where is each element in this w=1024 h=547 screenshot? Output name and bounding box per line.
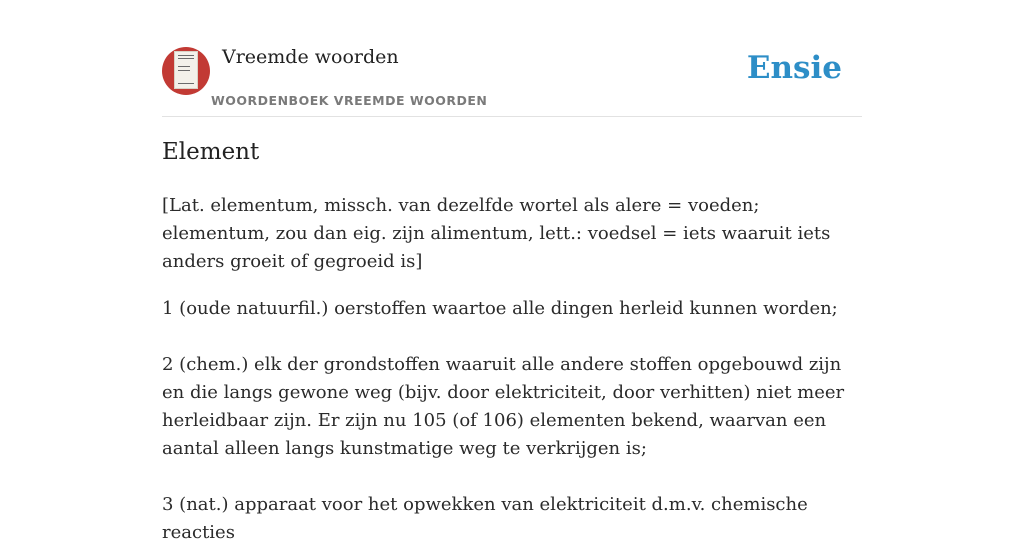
- page: [162, 0, 862, 543]
- dictionary-name-link[interactable]: Vreemde woorden: [222, 46, 399, 68]
- dictionary-subtitle: WOORDENBOEK VREEMDE WOORDEN: [211, 93, 488, 108]
- entry-title: Element: [162, 139, 260, 165]
- book-cover-icon: [174, 51, 198, 89]
- dictionary-cover-avatar[interactable]: [162, 47, 210, 95]
- entry-etymology: [Lat. elementum, missch. van dezelfde wortel als alere = voeden; elementum, zou dan eig. zijn alimentum, lett.: voedsel = iets waaruit iets anders groeit of gegroeid is]: [162, 195, 831, 272]
- definition-item: 3 (nat.) apparaat voor het opwekken van elektriciteit d.m.v. chemische reacties: [162, 494, 808, 543]
- site-header: [162, 0, 862, 117]
- definition-item: 2 (chem.) elk der grondstoffen waaruit alle andere stoffen opgebouwd zijn en die langs gewone weg (bijv. door elektriciteit, door verhitten) niet meer herleidbaar zijn. Er zijn nu 105 (of 106) elementen bekend, waarvan een aantal alleen langs kunstmatige weg te verkrijgen is;: [162, 354, 845, 459]
- definition-item: 1 (oude natuurfil.) oerstoffen waartoe alle dingen herleid kunnen worden;: [162, 298, 838, 319]
- brand-logo[interactable]: Ensie: [746, 50, 842, 86]
